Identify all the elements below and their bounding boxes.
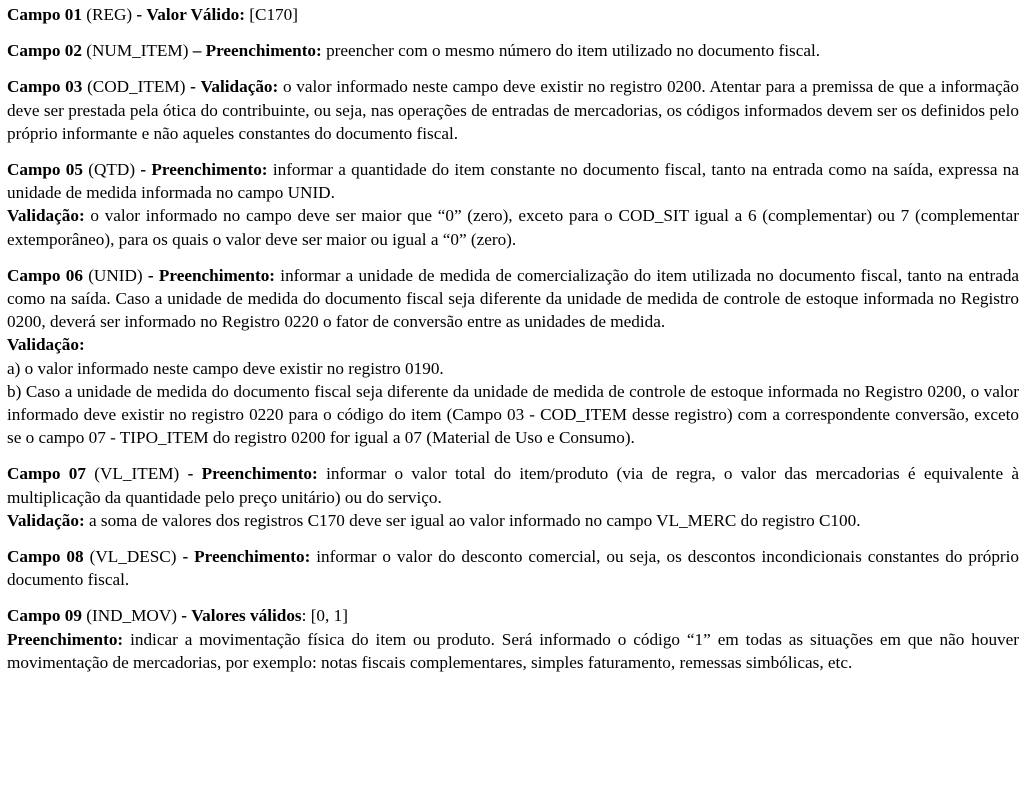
campo-06-item-a: a) o valor informado neste campo deve existir no registro 0190. <box>7 358 444 378</box>
campo-02-text: preencher com o mesmo número do item utilizado no documento fiscal. <box>326 41 821 61</box>
campo-07-separator: - <box>187 464 194 484</box>
campo-07-validation-key: Validação: <box>7 510 85 530</box>
campo-02-key: Preenchimento: <box>205 41 322 61</box>
campo-05-paragraph <box>7 158 1019 251</box>
campo-03-label: Campo 03 <box>7 77 83 97</box>
campo-02-paragraph <box>7 39 1019 62</box>
campo-02-label: Campo 02 <box>7 41 82 61</box>
campo-07-key: Preenchimento: <box>201 464 318 484</box>
campo-08-paragraph <box>7 545 1019 591</box>
campo-03-separator: - <box>190 77 196 97</box>
campo-09-value: [0, 1] <box>310 606 348 626</box>
campo-01-label: Campo 01 <box>7 5 82 24</box>
campo-09-colon: : <box>301 606 307 626</box>
campo-02-code: (NUM_ITEM) <box>86 41 189 61</box>
campo-07-label: Campo 07 <box>7 464 86 484</box>
campo-09-fill-text: indicar a movimentação física do item ou produto. Será informado o código “1” em todas as situações em que não houver movimentação de mercadorias, por exemplo: notas fiscais complementares, simples faturamento, remessas simbólicas, etc. <box>7 629 1020 672</box>
campo-08-code: (VL_DESC) <box>89 547 177 567</box>
campo-08-separator: - <box>182 547 189 567</box>
campo-09-separator: - <box>181 606 187 626</box>
document-body <box>7 3 1019 687</box>
campo-06-key: Preenchimento: <box>158 265 276 285</box>
campo-05-validation-text: o valor informado no campo deve ser maior que “0” (zero), exceto para o COD_SIT igual a 6 (complementar) ou 7 (complementar extemporâneo), para os quais o valor deve ser maior ou igual a “0” (zero). <box>7 206 1020 249</box>
campo-09-label: Campo 09 <box>7 606 82 626</box>
campo-05-text: informar a quantidade do item constante no documento fiscal, tanto na entrada como na saída, expressa na unidade de medida informada no campo UNID. <box>7 160 1020 203</box>
campo-07-validation-text: a soma de valores dos registros C170 deve ser igual ao valor informado no campo VL_MERC do registro C100. <box>88 510 861 530</box>
campo-09-fill-key: Preenchimento: <box>7 629 124 649</box>
campo-06-item-b: b) Caso a unidade de medida do documento fiscal seja diferente da unidade de medida de controle de estoque informada no Registro 0200, o valor informado deve existir no registro 0220 para o código do item (Campo 03 - COD_ITEM desse registro) com a correspondente conversão, exceto se o campo 07 - TIPO_ITEM do registro 0200 for igual a 07 (Material de Uso e Consumo). <box>7 381 1019 448</box>
campo-03-key: Validação: <box>200 77 279 97</box>
campo-05-separator: - <box>140 160 147 180</box>
campo-01-code: (REG) <box>86 5 133 24</box>
campo-06-label: Campo 06 <box>7 265 83 285</box>
campo-06-validation-key: Validação: <box>7 335 85 355</box>
campo-05-code: (QTD) <box>88 160 136 180</box>
campo-08-key: Preenchimento: <box>194 547 311 567</box>
campo-06-separator: - <box>147 265 154 285</box>
campo-08-label: Campo 08 <box>7 547 84 567</box>
campo-02-separator: – <box>192 41 202 61</box>
campo-01-key: Valor Válido: <box>146 5 245 24</box>
campo-06-text: informar a unidade de medida de comercialização do item utilizada no documento fiscal, tanto na entrada como na saída. Caso a unidade de medida do documento fiscal seja diferente da unidade de medida de controle de estoque informada no Registro 0200, deverá ser informado no Registro 0220 o fator de conversão entre as unidades de medida. <box>7 265 1020 332</box>
campo-01-paragraph <box>7 3 1019 26</box>
campo-03-code: (COD_ITEM) <box>87 77 186 97</box>
campo-01-value: [C170] <box>249 5 298 24</box>
campo-03-text: o valor informado neste campo deve existir no registro 0200. Atentar para a premissa de que a informação deve ser prestada pela ótica do contribuinte, ou seja, nas operações de entradas de mercadorias, os códigos informados devem ser os definidos pelo próprio informante e não aqueles constantes do documento fiscal. <box>7 77 1020 143</box>
campo-07-text: informar o valor total do item/produto (via de regra, o valor das mercadorias é equivalente à multiplicação da quantidade pelo preço unitário) ou do serviço. <box>7 464 1020 507</box>
campo-05-label: Campo 05 <box>7 160 83 180</box>
campo-09-code: (IND_MOV) <box>86 606 177 626</box>
campo-03-paragraph <box>7 75 1019 145</box>
campo-09-key: Valores válidos <box>191 606 302 626</box>
campo-06-paragraph <box>7 264 1019 450</box>
campo-09-paragraph <box>7 604 1019 674</box>
campo-08-text: informar o valor do desconto comercial, ou seja, os descontos incondicionais constantes do próprio documento fiscal. <box>7 547 1020 590</box>
campo-01-separator: - <box>136 5 143 24</box>
campo-07-paragraph <box>7 462 1019 532</box>
campo-06-code: (UNID) <box>88 265 143 285</box>
campo-05-key: Preenchimento: <box>151 160 268 180</box>
campo-05-validation-key: Validação: <box>7 206 85 226</box>
campo-07-code: (VL_ITEM) <box>94 464 180 484</box>
